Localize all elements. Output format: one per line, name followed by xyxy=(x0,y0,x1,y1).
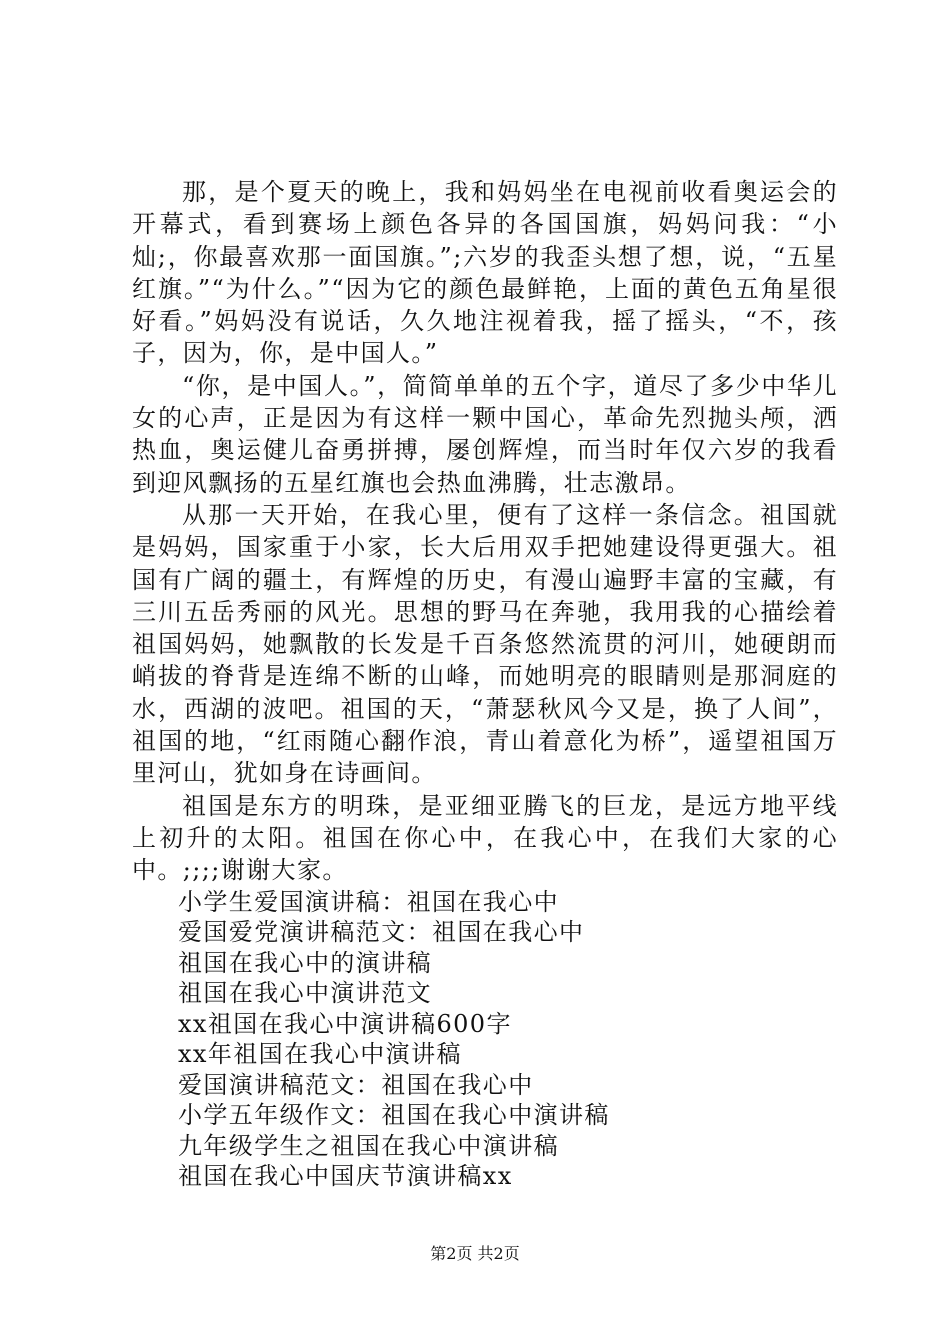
related-title-item: 爱国爱党演讲稿范文：祖国在我心中 xyxy=(178,918,585,947)
related-title-item: 爱国演讲稿范文：祖国在我心中 xyxy=(178,1070,534,1099)
related-title-item: 九年级学生之祖国在我心中演讲稿 xyxy=(178,1131,559,1160)
paragraph: “你，是中国人。”，简简单单的五个字，道尽了多少中华儿女的心声，正是因为有这样一颗中国心，革命先烈抛头颅，洒热血，奥运健儿奋勇拼搏，屡创辉煌，而当时年仅六岁的我看到迎风飘扬的五星红旗也会热血沸腾，壮志激昂。 xyxy=(132,371,838,497)
related-title-item: xx祖国在我心中演讲稿600字 xyxy=(178,1009,512,1038)
document-body xyxy=(132,176,838,1192)
related-title-item: 祖国在我心中的演讲稿 xyxy=(178,948,432,977)
related-title-item: xx年祖国在我心中演讲稿 xyxy=(178,1040,462,1069)
related-title-item: 小学五年级作文：祖国在我心中演讲稿 xyxy=(178,1101,610,1130)
related-title-item: 小学生爱国演讲稿：祖国在我心中 xyxy=(178,887,559,916)
related-titles-list xyxy=(132,887,838,1192)
paragraph: 从那一天开始，在我心里，便有了这样一条信念。祖国就是妈妈，国家重于小家，长大后用双手把她建设得更强大。祖国有广阔的疆土，有辉煌的历史，有漫山遍野丰富的宝藏，有三川五岳秀丽的风光。思想的野马在奔驰，我用我的心描绘着祖国妈妈，她飘散的长发是千百条悠然流贯的河川，她硬朗而峭拔的脊背是连绵不断的山峰，而她明亮的眼睛则是那洞庭的水，西湖的波吧。祖国的天，“萧瑟秋风今又是，换了人间”，祖国的地，“红雨随心翻作浪，青山着意化为桥”，遥望祖国万里河山，犹如身在诗画间。 xyxy=(132,500,838,788)
page-footer: 第2页 共2页 xyxy=(430,1244,520,1263)
related-title-item: 祖国在我心中演讲范文 xyxy=(178,979,432,1008)
paragraph: 祖国是东方的明珠，是亚细亚腾飞的巨龙，是远方地平线上初升的太阳。祖国在你心中，在我心中，在我们大家的心中。;;;;谢谢大家。 xyxy=(132,791,838,885)
paragraph: 那，是个夏天的晚上，我和妈妈坐在电视前收看奥运会的开幕式，看到赛场上颜色各异的各国国旗，妈妈问我：“小灿;，你最喜欢那一面国旗。”;六岁的我歪头想了想，说，“五星红旗。”“为什么。”“因为它的颜色最鲜艳，上面的黄色五角星很好看。”妈妈没有说话，久久地注视着我，摇了摇头，“不，孩子，因为，你，是中国人。” xyxy=(132,178,838,368)
related-title-item: 祖国在我心中国庆节演讲稿xx xyxy=(178,1162,513,1191)
